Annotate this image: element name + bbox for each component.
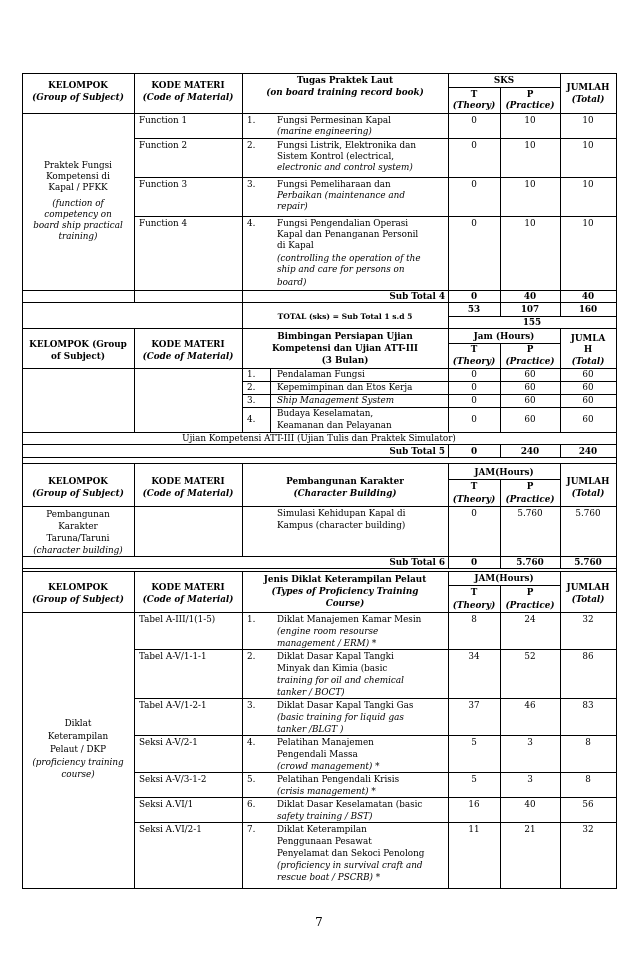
header-task: Bimbingan Persiapan Ujian: [277, 332, 413, 342]
row-text: electronic and control system): [277, 163, 413, 173]
row-number: 3.: [247, 180, 256, 190]
row-text: management / ERM) *: [277, 639, 377, 649]
row-text: Perbaikan (maintenance and: [277, 191, 405, 201]
header-total: JUMLA: [570, 334, 606, 344]
header-jam: JAM(Hours): [474, 468, 534, 478]
row-text: (marine engineering): [277, 127, 372, 137]
subtotal-practice: 240: [520, 447, 540, 457]
row-number: 4.: [247, 219, 256, 229]
material-code: Tabel A-V/1-2-1: [139, 701, 207, 711]
row-text: Minyak dan Kimia (basic: [277, 664, 388, 674]
row-text: (crowd management) *: [277, 762, 380, 772]
header-t-en: (Theory): [452, 357, 496, 367]
header-p-en: (Practice): [505, 357, 555, 367]
row-text: training for oil and chemical: [277, 676, 404, 686]
row-text: Penyelamat dan Sekoci Penolong: [277, 849, 425, 859]
total-value: 60: [582, 415, 594, 425]
header-p-en: (Practice): [505, 495, 555, 505]
row-number: 1.: [247, 116, 256, 126]
header-p: P: [526, 482, 534, 492]
theory-value: 0: [471, 415, 477, 425]
group-name-line: Taruna/Taruni: [46, 534, 110, 544]
header-total: JUMLAH: [566, 477, 610, 487]
row-text: Pendalaman Fungsi: [277, 370, 365, 380]
group-name-en-line: training): [58, 232, 98, 242]
header-t: T: [470, 90, 478, 100]
total-value: 10: [582, 116, 594, 126]
header-total: JUMLAH: [566, 83, 610, 93]
header-group-en: (Group of Subject): [32, 489, 124, 499]
group-name-line: Keterampilan: [47, 732, 109, 742]
header-task: Kompetensi dan Ujian ATT-III: [271, 344, 419, 354]
theory-value: 0: [471, 141, 477, 151]
practice-value: 3: [527, 738, 533, 748]
theory-value: 5: [471, 775, 477, 785]
header-t-en: (Theory): [452, 495, 496, 505]
header-task: Pembangunan Karakter: [286, 477, 404, 487]
material-code: Seksi A-V/2-1: [139, 738, 198, 748]
row-text: tanker / BOCT): [277, 688, 345, 698]
row-number: 3.: [247, 701, 256, 711]
header-p: P: [526, 345, 534, 355]
subtotal-total: 5.760: [574, 558, 602, 568]
total-value: 8: [585, 738, 591, 748]
practice-value: 52: [524, 652, 536, 662]
header-task-en: Course): [325, 599, 365, 609]
subtotal-total: 40: [581, 292, 595, 302]
row-text: board): [277, 278, 307, 288]
row-text: Pelatihan Manajemen: [277, 738, 374, 748]
header-group-en: of Subject): [51, 352, 105, 362]
row-text: Kepemimpinan dan Etos Kerja: [277, 383, 413, 393]
row-text: Diklat Keterampilan: [277, 825, 367, 835]
header-total-en: (Total): [571, 357, 605, 367]
row-text: Diklat Manajemen Kamar Mesin: [277, 615, 422, 625]
material-code: Function 2: [139, 141, 188, 151]
theory-value: 0: [471, 180, 477, 190]
total-practice: 107: [520, 305, 540, 315]
practice-value: 24: [524, 615, 536, 625]
practice-value: 60: [524, 383, 536, 393]
practice-value: 60: [524, 415, 536, 425]
total-value: 86: [582, 652, 594, 662]
practice-value: 60: [524, 396, 536, 406]
group-name-line: Kompetensi di: [46, 172, 110, 182]
header-task: Jenis Diklat Keterampilan Pelaut: [263, 575, 427, 585]
material-code: Tabel A-V/1-1-1: [139, 652, 207, 662]
header-group-en: (Group of Subject): [32, 93, 124, 103]
subtotal-theory: 0: [470, 558, 478, 568]
material-code: Function 1: [139, 116, 188, 126]
exam-note: Ujian Kompetensi ATT-III (Ujian Tulis dan Praktek Simulator): [182, 434, 456, 444]
material-code: Seksi A.VI/1: [139, 800, 194, 810]
practice-value: 3: [527, 775, 533, 785]
total-value: 32: [582, 615, 594, 625]
subtotal-practice: 40: [523, 292, 537, 302]
group-name-en-line: (proficiency training: [32, 758, 124, 768]
header-group: KELOMPOK: [48, 477, 108, 487]
header-code: KODE MATERI: [151, 477, 225, 487]
group-name-en-line: course): [61, 770, 95, 780]
total-value: 83: [582, 701, 594, 711]
group-name-en-line: (function of: [52, 199, 104, 209]
row-text: Ship Management System: [277, 396, 395, 406]
row-text: (proficiency in survival craft and: [277, 861, 423, 871]
material-code: Function 3: [139, 180, 188, 190]
total-value: 10: [582, 180, 594, 190]
row-number: 4.: [247, 738, 256, 748]
group-name-en-line: board ship practical: [33, 221, 123, 231]
total-value: 60: [582, 383, 594, 393]
theory-value: 0: [471, 509, 477, 519]
header-code-en: (Code of Material): [142, 93, 234, 103]
practice-value: 40: [524, 800, 536, 810]
row-text: Kampus (character building): [277, 521, 406, 531]
header-total: H: [583, 345, 593, 355]
material-code: Tabel A-III/1(1-5): [139, 615, 216, 625]
theory-value: 0: [471, 370, 477, 380]
total-value: 60: [582, 370, 594, 380]
row-text: Fungsi Listrik, Elektronika dan: [277, 141, 417, 151]
row-text: Diklat Dasar Keselamatan (basic: [277, 800, 423, 810]
practice-value: 21: [524, 825, 536, 835]
total-value: 5.760: [575, 509, 601, 519]
row-text: Penggunaan Pesawat: [277, 837, 372, 847]
row-number: 2.: [247, 383, 256, 393]
practice-value: 10: [524, 180, 536, 190]
group-name-line: Pembangunan: [46, 510, 110, 520]
row-text: ship and care for persons on: [277, 265, 405, 275]
row-text: Pelatihan Pengendali Krisis: [277, 775, 400, 785]
row-text: Fungsi Pemeliharaan dan: [277, 180, 391, 190]
theory-value: 0: [471, 219, 477, 229]
row-text: Fungsi Permesinan Kapal: [277, 116, 391, 126]
total-value: 32: [582, 825, 594, 835]
row-text: (basic training for liquid gas: [277, 713, 404, 723]
practice-value: 5.760: [517, 509, 543, 519]
row-text: Sistem Kontrol (electrical,: [277, 152, 395, 162]
header-total-en: (Total): [571, 489, 605, 499]
row-text: Keamanan dan Pelayanan: [277, 421, 392, 431]
theory-value: 0: [471, 383, 477, 393]
row-number: 2.: [247, 141, 256, 151]
practice-value: 60: [524, 370, 536, 380]
header-code-en: (Code of Material): [142, 352, 234, 362]
practice-value: 46: [524, 701, 536, 711]
material-code: Seksi A.VI/2-1: [139, 825, 202, 835]
subtotal-total: 240: [578, 447, 598, 457]
theory-value: 16: [468, 800, 480, 810]
theory-value: 34: [468, 652, 480, 662]
header-total-en: (Total): [571, 595, 605, 605]
header-jam: JAM(Hours): [474, 574, 534, 584]
header-code: KODE MATERI: [151, 340, 225, 350]
theory-value: 11: [468, 825, 480, 835]
row-text: (engine room resourse: [277, 627, 379, 637]
header-t-en: (Theory): [452, 601, 496, 611]
header-code-en: (Code of Material): [142, 595, 234, 605]
group-name-en-line: competency on: [44, 210, 112, 220]
total-total: 160: [578, 305, 598, 315]
theory-value: 0: [471, 116, 477, 126]
header-t: T: [470, 345, 478, 355]
header-code: KODE MATERI: [151, 81, 225, 91]
group-name-en-line: (character building): [33, 546, 123, 556]
group-name-line: Pelaut / DKP: [49, 745, 107, 755]
header-group-en: (Group of Subject): [32, 595, 124, 605]
theory-value: 0: [471, 396, 477, 406]
subtotal-practice: 5.760: [516, 558, 544, 568]
total-value: 56: [582, 800, 594, 810]
row-text: (controlling the operation of the: [277, 254, 421, 264]
header-t-en: (Theory): [452, 101, 496, 111]
header-sks: SKS: [493, 76, 515, 86]
total-label: TOTAL (sks) = Sub Total 1 s.d 5: [277, 312, 413, 321]
header-group: KELOMPOK: [48, 583, 108, 593]
total-value: 10: [582, 141, 594, 151]
total-theory: 53: [467, 305, 481, 315]
header-jam: Jam (Hours): [473, 332, 535, 342]
header-group: KELOMPOK: [48, 81, 108, 91]
total-value: 10: [582, 219, 594, 229]
row-text: Simulasi Kehidupan Kapal di: [277, 509, 406, 519]
header-task-en: (on board training record book): [266, 88, 424, 98]
theory-value: 5: [471, 738, 477, 748]
row-number: 7.: [247, 825, 256, 835]
subtotal-label: Sub Total 4: [389, 292, 445, 302]
row-number: 2.: [247, 652, 256, 662]
page-number: 7: [315, 915, 323, 929]
header-p: P: [526, 588, 534, 598]
row-text: repair): [277, 202, 308, 212]
practice-value: 10: [524, 116, 536, 126]
theory-value: 37: [468, 701, 480, 711]
subtotal-label: Sub Total 5: [389, 447, 445, 457]
material-code: Function 4: [139, 219, 188, 229]
subtotal-label: Sub Total 6: [389, 558, 445, 568]
header-task-en: (Character Building): [293, 489, 397, 499]
header-group: KELOMPOK (Group: [29, 340, 127, 350]
header-code-en: (Code of Material): [142, 489, 234, 499]
total-value: 60: [582, 396, 594, 406]
row-number: 3.: [247, 396, 256, 406]
row-number: 1.: [247, 615, 256, 625]
header-task: (3 Bulan): [321, 356, 369, 366]
header-total-en: (Total): [571, 95, 605, 105]
material-code: Seksi A-V/3-1-2: [139, 775, 207, 785]
table-right-border: [616, 73, 617, 889]
group-name-line: Karakter: [58, 522, 98, 532]
subtotal-theory: 0: [470, 292, 478, 302]
row-number: 6.: [247, 800, 256, 810]
header-p-en: (Practice): [505, 101, 555, 111]
row-text: Fungsi Pengendalian Operasi: [277, 219, 409, 229]
row-text: Kapal dan Penanganan Personil: [277, 230, 419, 240]
row-text: Budaya Keselamatan,: [277, 409, 374, 419]
row-text: Diklat Dasar Kapal Tangki: [277, 652, 394, 662]
row-text: Diklat Dasar Kapal Tangki Gas: [277, 701, 414, 711]
row-text: rescue boat / PSCRB) *: [277, 873, 381, 883]
row-text: Pengendali Massa: [277, 750, 358, 760]
grand-total: 155: [522, 318, 542, 328]
subtotal-theory: 0: [470, 447, 478, 457]
header-t: T: [470, 588, 478, 598]
group-name-line: Diklat: [64, 719, 92, 729]
row-number: 5.: [247, 775, 256, 785]
header-task-en: (Types of Proficiency Training: [271, 587, 419, 597]
header-total: JUMLAH: [566, 583, 610, 593]
row-text: (crisis management) *: [277, 787, 376, 797]
header-p-en: (Practice): [505, 601, 555, 611]
theory-value: 8: [471, 615, 477, 625]
header-t: T: [470, 482, 478, 492]
row-text: di Kapal: [277, 241, 314, 251]
row-text: safety training / BST): [277, 812, 373, 822]
practice-value: 10: [524, 219, 536, 229]
header-p: P: [526, 90, 534, 100]
practice-value: 10: [524, 141, 536, 151]
row-number: 1.: [247, 370, 256, 380]
group-name-line: Praktek Fungsi: [44, 161, 112, 171]
total-value: 8: [585, 775, 591, 785]
row-text: tanker /BLGT ): [277, 725, 344, 735]
header-task: Tugas Praktek Laut: [296, 76, 394, 86]
group-name-line: Kapal / PFKK: [48, 183, 108, 193]
header-code: KODE MATERI: [151, 583, 225, 593]
row-number: 4.: [247, 415, 256, 425]
